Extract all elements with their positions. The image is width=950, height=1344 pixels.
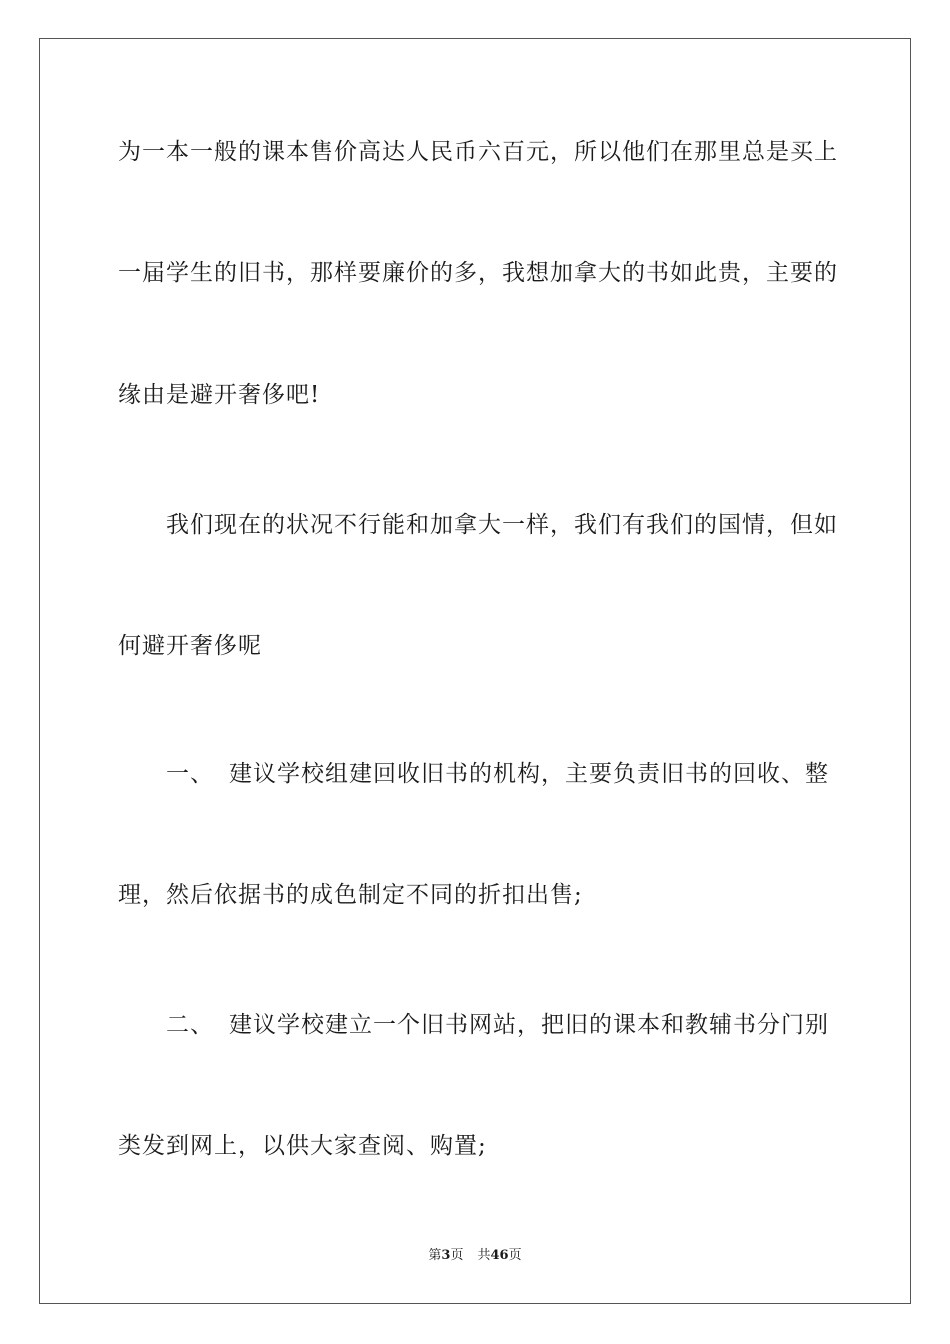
body-text-line: 为一本一般的课本售价高达人民币六百元，所以他们在那里总是买上 (118, 139, 838, 165)
list-item-2-continuation: 类发到网上，以供大家查阅、购置; (118, 1133, 487, 1159)
page-suffix: 页 (450, 1248, 464, 1263)
paragraph-first-line: 我们现在的状况不行能和加拿大一样，我们有我们的国情，但如 (166, 512, 838, 538)
page-border (39, 38, 911, 1304)
list-item-1-text: 建议学校组建回收旧书的机构，主要负责旧书的回收、整 (229, 761, 829, 787)
list-item-1-continuation: 理，然后依据书的成色制定不同的折扣出售; (118, 882, 583, 908)
total-prefix: 共 (477, 1248, 491, 1263)
total-suffix: 页 (508, 1248, 522, 1263)
body-text-line: 一届学生的旧书，那样要廉价的多，我想加拿大的书如此贵，主要的 (118, 260, 838, 286)
body-text-line: 缘由是避开奢侈吧! (118, 382, 321, 408)
page-footer (0, 1247, 950, 1265)
total-pages: 46 (490, 1248, 509, 1263)
list-item-2-label: 二、 (166, 1012, 214, 1038)
page-prefix: 第 (428, 1248, 442, 1263)
list-item-2-text: 建议学校建立一个旧书网站，把旧的课本和教辅书分门别 (229, 1012, 829, 1038)
page-number: 3 (441, 1248, 451, 1263)
list-item-1-label: 一、 (166, 761, 214, 787)
body-text-line: 何避开奢侈呢 (118, 633, 262, 659)
